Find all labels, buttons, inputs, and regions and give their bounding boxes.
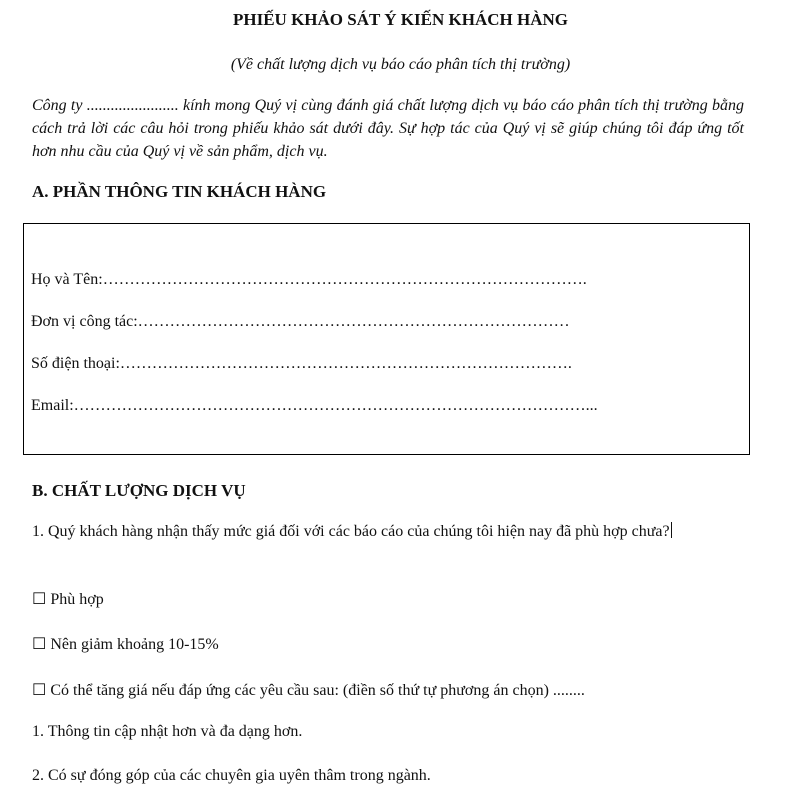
text-cursor: [671, 522, 672, 538]
sub-item-1: 1. Thông tin cập nhật hơn và đa dạng hơn.: [32, 723, 303, 740]
section-b-heading: B. CHẤT LƯỢNG DỊCH VỤ: [32, 481, 246, 500]
email-field[interactable]: Email:……………………………………………………………………………………...: [31, 397, 598, 414]
option-reduce-price[interactable]: ☐ Nên giảm khoảng 10-15%: [32, 636, 219, 653]
page-title: PHIẾU KHẢO SÁT Ý KIẾN KHÁCH HÀNG: [232, 10, 568, 29]
name-field[interactable]: Họ và Tên:……………………………………………………………………………….: [31, 271, 587, 288]
phone-field[interactable]: Số điện thoại:………………………………………………………………………….: [31, 355, 572, 372]
option-suitable[interactable]: ☐ Phù hợp: [32, 591, 104, 608]
option-increase-price[interactable]: ☐ Có thể tăng giá nếu đáp ứng các yêu cầu sau: (điền số thứ tự phương án chọn) ........: [32, 682, 585, 699]
intro-paragraph[interactable]: Công ty ....................... kính mong Quý vị cùng đánh giá chất lượng dịch vụ báo cáo phân tích thị trường bằng cách trả lời các câu hỏi trong phiếu khảo sát dưới đây. Sự hợp tác của Quý vị sẽ giúp chúng tôi đáp ứng tốt hơn nhu cầu của Quý vị về sản phẩm, dịch vụ.: [32, 97, 744, 160]
sub-item-2: 2. Có sự đóng góp của các chuyên gia uyên thâm trong ngành.: [32, 767, 431, 784]
organization-field[interactable]: Đơn vị công tác:………………………………………………………………………: [31, 313, 570, 330]
question-1-text: 1. Quý khách hàng nhận thấy mức giá đối với các báo cáo của chúng tôi hiện nay đã phù hợp chưa?: [32, 523, 670, 540]
section-a-heading: A. PHẦN THÔNG TIN KHÁCH HÀNG: [32, 182, 327, 201]
customer-info-box: [23, 223, 750, 455]
page-subtitle: (Về chất lượng dịch vụ báo cáo phân tích thị trường): [230, 56, 571, 73]
question-1[interactable]: [32, 520, 744, 544]
